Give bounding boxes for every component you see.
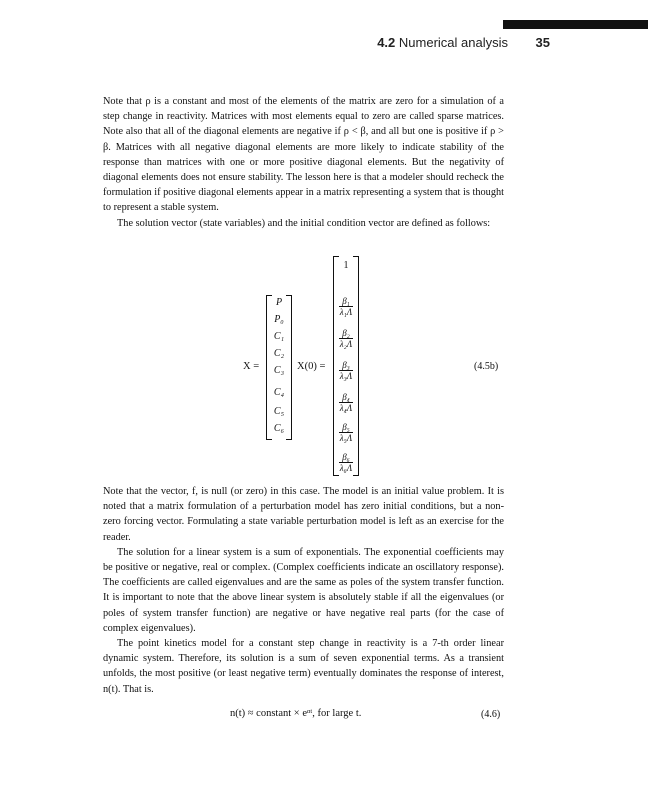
x0-vector-matrix: [333, 256, 359, 476]
x-vector-label: X =: [243, 361, 260, 372]
x-entry: C₄: [273, 387, 285, 398]
x-entry: C₅: [273, 406, 285, 417]
x0-fraction: [334, 360, 358, 381]
x0-fraction: [334, 422, 358, 443]
x-entry: P₀: [274, 314, 284, 325]
section-number: 4.2: [377, 35, 396, 50]
x0-fraction: [334, 392, 358, 413]
fraction-numerator: β₂: [339, 328, 353, 339]
fraction-denominator: λ₄Λ: [339, 403, 353, 413]
x-vector-matrix: [266, 295, 292, 440]
fraction-numerator: β₅: [339, 422, 353, 433]
fraction-numerator: β₆: [339, 452, 353, 463]
paragraph: The point kinetics model for a constant step change in reactivity is a 7-th order linear dynamic system. Therefore, its solution is a sum of seven exponential terms. As a transient unfolds, the most positive (or least negative term) eventually dominates the response of interest, n(t). That is.: [103, 638, 504, 695]
x-entry: C₆: [273, 423, 285, 434]
equation-number: (4.6): [481, 709, 501, 720]
section-title: Numerical analysis: [398, 35, 508, 50]
body-text-bottom: [103, 484, 504, 697]
fraction-denominator: λ₃Λ: [339, 371, 353, 381]
x0-fraction: [334, 296, 358, 317]
fraction-numerator: β₁: [339, 296, 353, 307]
fraction-denominator: λ₆Λ: [339, 463, 353, 473]
x0-vector-label: X(0) =: [297, 361, 326, 372]
running-header: [0, 35, 550, 55]
page-number: 35: [535, 35, 550, 50]
body-text-top: [103, 94, 504, 231]
fraction-numerator: β₃: [339, 360, 353, 371]
fraction-numerator: β₄: [339, 392, 353, 403]
equation-number: (4.5b): [474, 361, 499, 372]
fraction-denominator: λ₁Λ: [339, 307, 353, 317]
x-entry: P: [275, 297, 283, 308]
fraction-denominator: λ₅Λ: [339, 433, 353, 443]
equation-text: n(t) ≈ constant × eᵅᵗ, for large t.: [230, 708, 362, 719]
section-heading: [377, 35, 508, 50]
x-entry: C₃: [273, 365, 285, 376]
paragraph: Note that ρ is a constant and most of the elements of the matrix are zero for a simulation of a step change in reactivity. Matrices with most elements equal to zero are called sparse matrices. Note also that all of the diagonal elements are negative if ρ < β, and all but one is positive if ρ > β. Matrices with all negative diagonal elements are more likely to indicate stability of the response than matrices with one or more positive diagonal elements. But the negativity of diagonal elements does not ensure stability. The lesson here is that a modeler should recheck the formulation if positive diagonal elements appear in a matrix representing a system that is thought to represent a stable system.: [103, 96, 504, 214]
x-entry: C₁: [273, 331, 285, 342]
x0-fraction: [334, 328, 358, 349]
header-rule: [503, 20, 648, 29]
fraction-denominator: λ₂Λ: [339, 339, 353, 349]
paragraph: Note that the vector, f, is null (or zero) in this case. The model is an initial value problem. It is noted that a matrix formulation of a perturbation model has zero initial conditions, but a non-zero forcing vector. Formulating a state variable perturbation model is left as an exercise for the reader.: [103, 486, 504, 543]
x0-fraction: [334, 452, 358, 473]
paragraph: The solution vector (state variables) and the initial condition vector are defined as follows:: [117, 217, 491, 229]
paragraph: The solution for a linear system is a sum of exponentials. The exponential coefficients may be positive or negative, real or complex. (Complex coefficients indicate an oscillatory response). The coefficients are called eigenvalues and are the same as poles of the system transfer function. It is important to note that the above linear system is absolutely stable if all the eigenvalues (or poles of system transfer function) are negative or have negative real parts (for the case of complex eigenvalues).: [103, 546, 504, 634]
x-entry: C₂: [273, 348, 285, 359]
x0-first-entry: 1: [343, 260, 349, 271]
